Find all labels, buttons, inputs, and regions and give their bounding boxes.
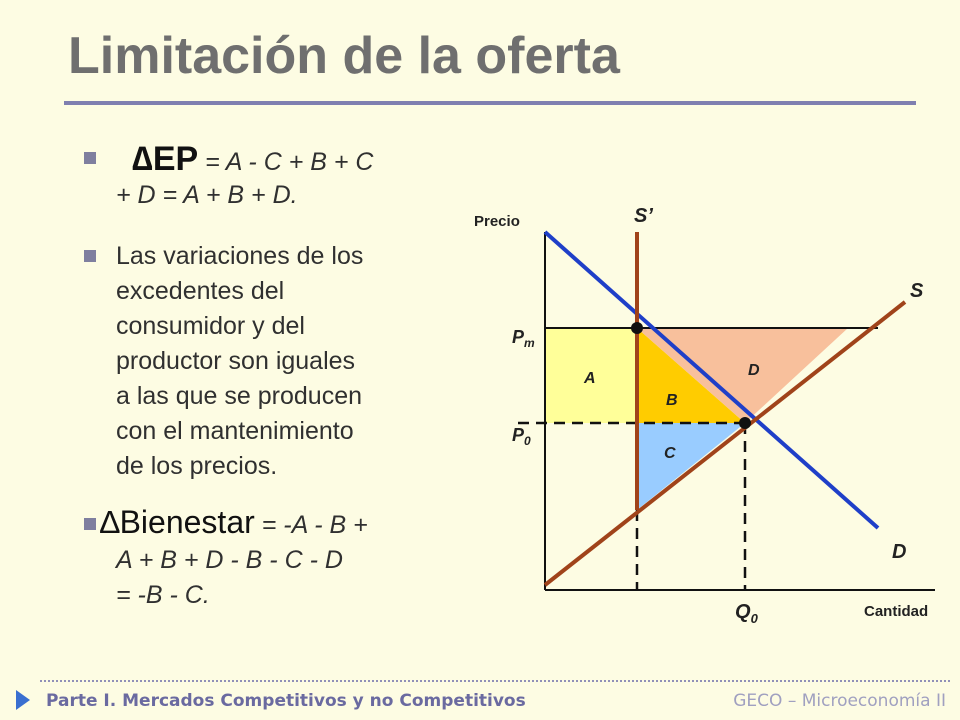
area-c [637, 423, 745, 510]
s-label: S [910, 280, 924, 302]
x-axis-label: Cantidad [864, 603, 929, 620]
pm-label [512, 327, 535, 350]
bullet-2-line: a las que se producen [116, 382, 363, 410]
s-prime-label: S’ [634, 205, 653, 227]
q0-label [735, 601, 759, 626]
bullet-1-equation: = A - C + B + C [198, 148, 374, 176]
ep-symbol: EP [152, 140, 199, 178]
bullet-2-line: consumidor y del [116, 312, 305, 340]
bullet-3-equation: = -A - B + [254, 511, 368, 539]
delta-symbol: ∆ [100, 504, 120, 540]
bullet-2-line: productor son iguales [116, 347, 356, 375]
pm-letter: P [512, 327, 525, 347]
q0-letter: Q [735, 601, 751, 623]
d-label: D [892, 541, 907, 563]
p0-label [512, 425, 531, 448]
delta-symbol: ∆ [132, 140, 153, 178]
footer-arrow-icon [16, 690, 30, 710]
area-a-label: A [584, 370, 596, 387]
competitive-equilibrium-point [739, 417, 751, 429]
bullet-2-line: Las variaciones de los [116, 242, 364, 270]
area-d-label: D [748, 362, 760, 379]
pm-subscript: m [524, 336, 535, 350]
bullet-1-line-2: + D = A + B + D. [116, 181, 298, 209]
restricted-equilibrium-point [631, 322, 643, 334]
bienestar-symbol: Bienestar [119, 504, 255, 540]
y-axis-label: Precio [474, 213, 520, 230]
p0-letter: P [512, 425, 525, 445]
bullet-2-line: excedentes del [116, 277, 285, 305]
bullet-2-line: con el mantenimiento [116, 417, 354, 445]
slide-title: Limitación de la oferta [68, 27, 620, 85]
q0-subscript: 0 [750, 611, 758, 626]
area-b-label: B [666, 392, 678, 409]
p0-subscript: 0 [524, 434, 531, 448]
footer-course-name: GECO – Microeconomía II [733, 691, 946, 711]
bullet-3-line-2: A + B + D - B - C - D [116, 546, 343, 574]
bullet-3-line-3: = -B - C. [116, 581, 210, 609]
bullet-2-line: de los precios. [116, 452, 278, 480]
area-c-label: C [664, 445, 676, 462]
footer-course-part: Parte I. Mercados Competitivos y no Competitivos [46, 691, 526, 711]
footer-divider [40, 680, 950, 682]
